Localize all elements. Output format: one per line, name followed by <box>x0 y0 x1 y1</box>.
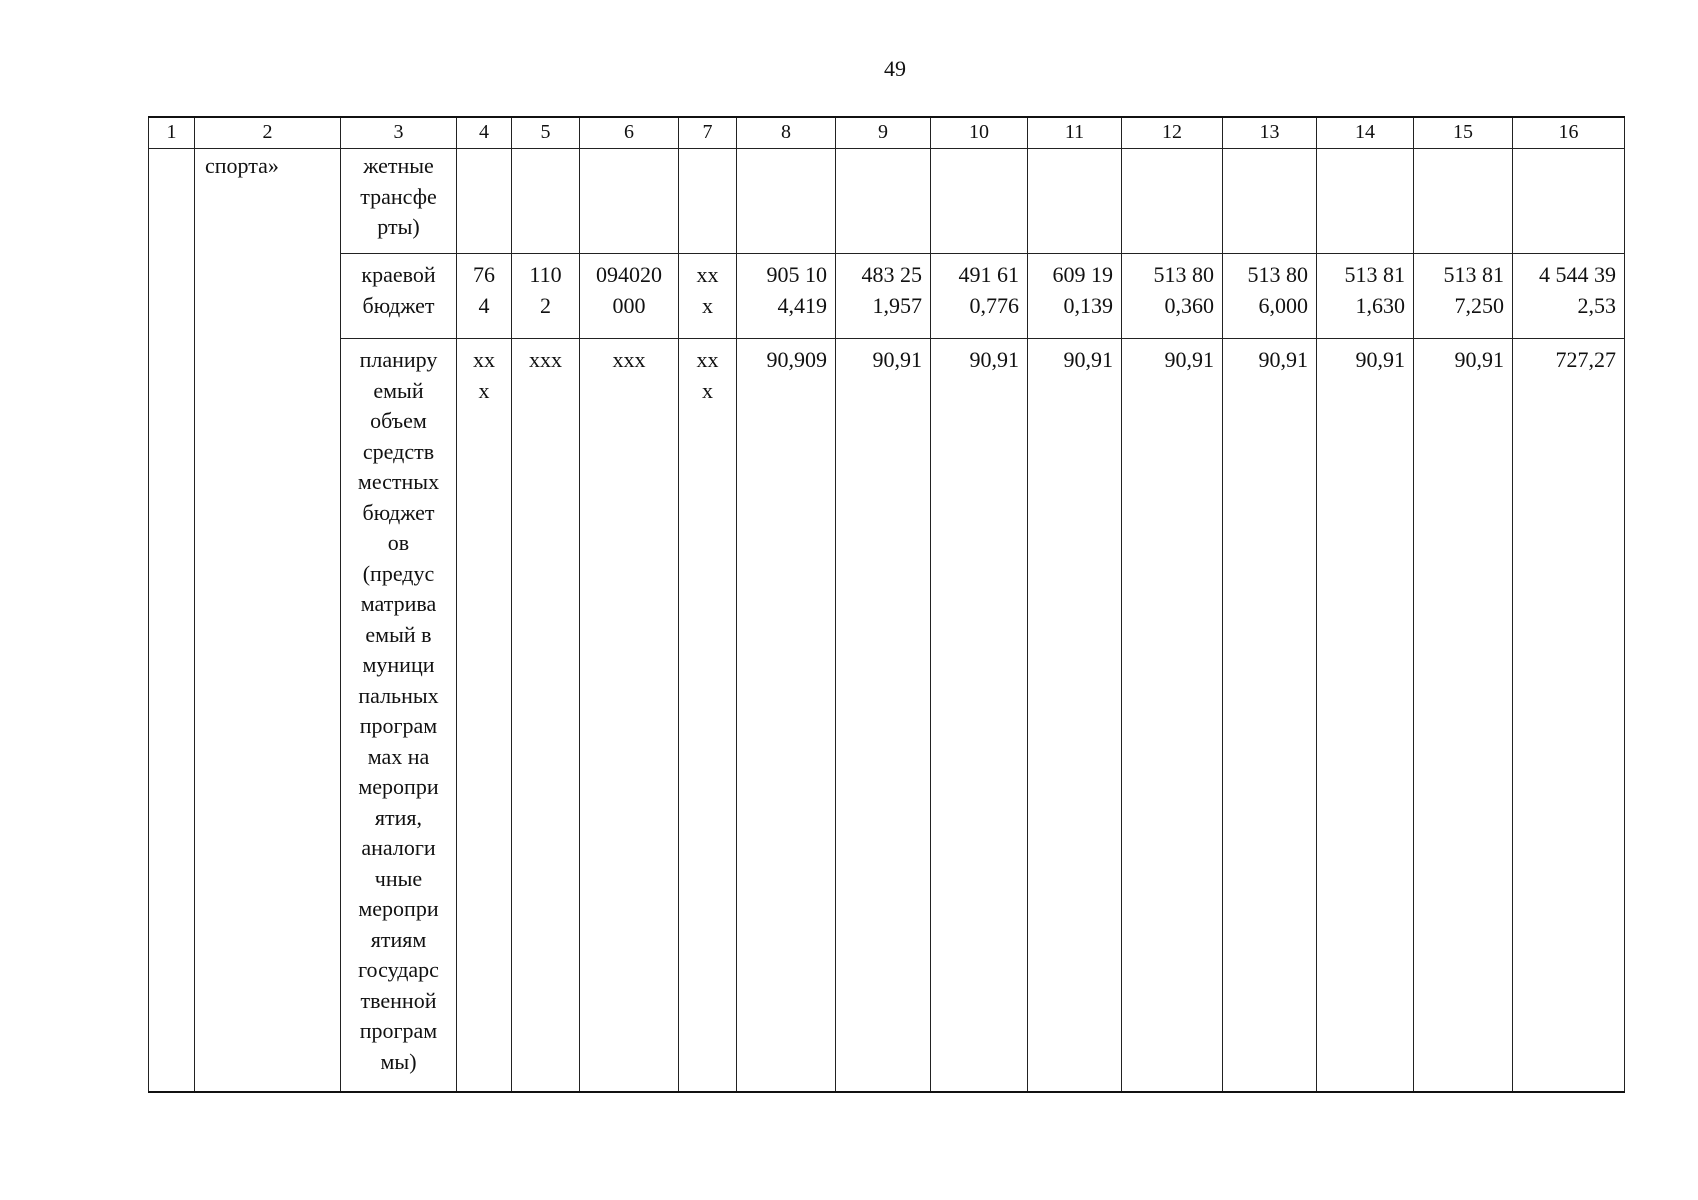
cell-col3: планиру емый объем средств местных бюджет ов (предус матрива емый в муници пальных програм мах на меропри ятия, аналоги чные меропри ятиям государс твенной програм мы) <box>341 339 457 1093</box>
cell-col10: 90,91 <box>931 339 1028 1093</box>
cell-col1 <box>149 149 195 1093</box>
cell-empty <box>836 149 931 254</box>
cell-empty <box>1122 149 1223 254</box>
cell-col9: 90,91 <box>836 339 931 1093</box>
cell-col12: 90,91 <box>1122 339 1223 1093</box>
col-header: 1 <box>149 117 195 149</box>
cell-col6: ххх <box>580 339 679 1093</box>
cell-empty <box>1414 149 1513 254</box>
cell-col12: 513 80 0,360 <box>1122 254 1223 339</box>
cell-empty <box>1317 149 1414 254</box>
table-row <box>149 254 1625 339</box>
cell-col5: 110 2 <box>512 254 580 339</box>
cell-empty <box>737 149 836 254</box>
cell-col2 <box>195 149 341 1093</box>
col-header: 12 <box>1122 117 1223 149</box>
col-header: 8 <box>737 117 836 149</box>
cell-empty <box>1223 149 1317 254</box>
cell-col14: 90,91 <box>1317 339 1414 1093</box>
table-header-row <box>149 117 1625 149</box>
cell-col15: 513 81 7,250 <box>1414 254 1513 339</box>
budget-table <box>148 116 1625 1093</box>
table-row <box>149 149 1625 254</box>
cell-col14: 513 81 1,630 <box>1317 254 1414 339</box>
cell-col13: 90,91 <box>1223 339 1317 1093</box>
col-header: 10 <box>931 117 1028 149</box>
cell-col8: 905 10 4,419 <box>737 254 836 339</box>
col-header: 2 <box>195 117 341 149</box>
cell-empty <box>580 149 679 254</box>
cell-col4: хх х <box>457 339 512 1093</box>
cell-empty <box>1513 149 1625 254</box>
cell-col8: 90,909 <box>737 339 836 1093</box>
col-header: 3 <box>341 117 457 149</box>
cell-col7: хх х <box>679 254 737 339</box>
cell-col16: 4 544 39 2,53 <box>1513 254 1625 339</box>
col-header: 13 <box>1223 117 1317 149</box>
table-row <box>149 339 1625 1093</box>
cell-empty <box>512 149 580 254</box>
cell-empty <box>931 149 1028 254</box>
cell-col4: 76 4 <box>457 254 512 339</box>
cell-col3 <box>341 149 457 254</box>
cell-col7: хх х <box>679 339 737 1093</box>
page-number: 49 <box>884 56 906 81</box>
cell-col5: ххх <box>512 339 580 1093</box>
cell-text: жетные трансфе рты) <box>360 153 437 239</box>
col-header: 15 <box>1414 117 1513 149</box>
cell-text: спорта» <box>205 153 279 178</box>
cell-col15: 90,91 <box>1414 339 1513 1093</box>
col-header: 7 <box>679 117 737 149</box>
cell-col6: 094020 000 <box>580 254 679 339</box>
cell-col11: 90,91 <box>1028 339 1122 1093</box>
cell-empty <box>457 149 512 254</box>
cell-col10: 491 61 0,776 <box>931 254 1028 339</box>
cell-col3: краевой бюджет <box>341 254 457 339</box>
col-header: 5 <box>512 117 580 149</box>
cell-empty <box>679 149 737 254</box>
col-header: 4 <box>457 117 512 149</box>
cell-col9: 483 25 1,957 <box>836 254 931 339</box>
col-header: 16 <box>1513 117 1625 149</box>
cell-col11: 609 19 0,139 <box>1028 254 1122 339</box>
col-header: 14 <box>1317 117 1414 149</box>
col-header: 6 <box>580 117 679 149</box>
cell-col16: 727,27 <box>1513 339 1625 1093</box>
col-header: 9 <box>836 117 931 149</box>
cell-col13: 513 80 6,000 <box>1223 254 1317 339</box>
col-header: 11 <box>1028 117 1122 149</box>
cell-empty <box>1028 149 1122 254</box>
